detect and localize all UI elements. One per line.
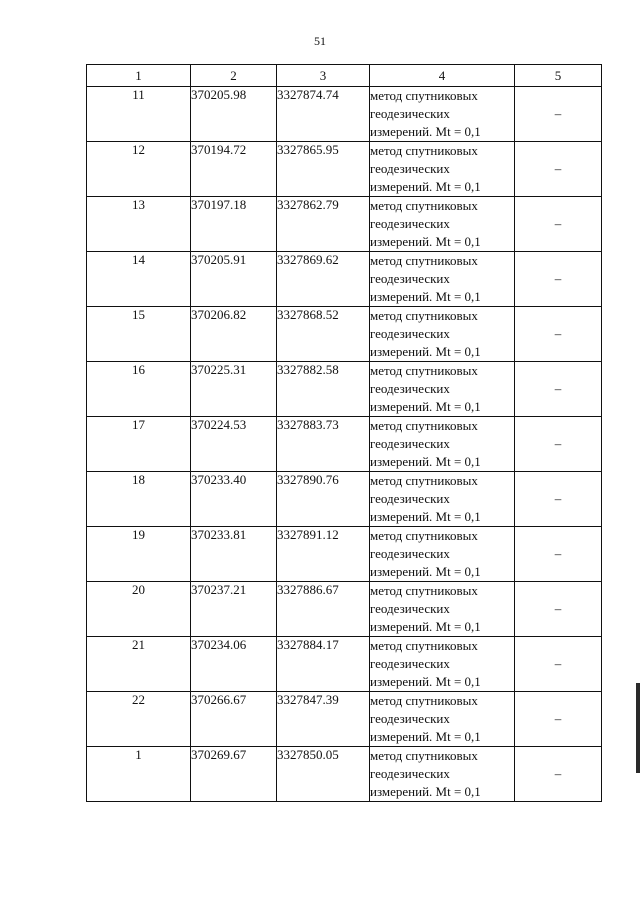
x-coordinate-cell: 370206.82 [191, 307, 277, 362]
table-row [87, 692, 602, 747]
method-line: геодезических [370, 766, 450, 781]
y-coordinate-cell: 3327890.76 [277, 472, 370, 527]
note-cell: – [515, 527, 602, 582]
method-line: измерений. Mt = 0,1 [370, 399, 481, 414]
table-row [87, 252, 602, 307]
point-number-cell: 22 [87, 692, 191, 747]
method-line: измерений. Mt = 0,1 [370, 289, 481, 304]
method-line: измерений. Mt = 0,1 [370, 179, 481, 194]
x-coordinate-cell: 370266.67 [191, 692, 277, 747]
method-cell [370, 87, 515, 142]
method-cell [370, 582, 515, 637]
note-cell: – [515, 747, 602, 802]
method-cell [370, 527, 515, 582]
method-line: измерений. Mt = 0,1 [370, 564, 481, 579]
y-coordinate-cell: 3327883.73 [277, 417, 370, 472]
x-coordinate-cell: 370224.53 [191, 417, 277, 472]
point-number-cell: 13 [87, 197, 191, 252]
point-number-cell: 11 [87, 87, 191, 142]
method-cell [370, 472, 515, 527]
y-coordinate-cell: 3327850.05 [277, 747, 370, 802]
method-cell [370, 417, 515, 472]
x-coordinate-cell: 370194.72 [191, 142, 277, 197]
x-coordinate-cell: 370233.40 [191, 472, 277, 527]
note-cell: – [515, 87, 602, 142]
y-coordinate-cell: 3327886.67 [277, 582, 370, 637]
point-number-cell: 12 [87, 142, 191, 197]
point-number-cell: 1 [87, 747, 191, 802]
method-line: измерений. Mt = 0,1 [370, 674, 481, 689]
table-row [87, 417, 602, 472]
method-line: измерений. Mt = 0,1 [370, 454, 481, 469]
table-row [87, 87, 602, 142]
method-cell [370, 252, 515, 307]
header-col-1: 1 [87, 65, 191, 87]
x-coordinate-cell: 370205.98 [191, 87, 277, 142]
method-line: геодезических [370, 656, 450, 671]
y-coordinate-cell: 3327874.74 [277, 87, 370, 142]
method-line: геодезических [370, 381, 450, 396]
point-number-cell: 17 [87, 417, 191, 472]
method-cell [370, 362, 515, 417]
method-line: метод спутниковых [370, 253, 478, 268]
table-row [87, 527, 602, 582]
x-coordinate-cell: 370225.31 [191, 362, 277, 417]
method-line: геодезических [370, 436, 450, 451]
point-number-cell: 20 [87, 582, 191, 637]
y-coordinate-cell: 3327869.62 [277, 252, 370, 307]
x-coordinate-cell: 370233.81 [191, 527, 277, 582]
method-line: геодезических [370, 161, 450, 176]
table-row [87, 142, 602, 197]
method-cell [370, 307, 515, 362]
x-coordinate-cell: 370237.21 [191, 582, 277, 637]
method-cell [370, 692, 515, 747]
y-coordinate-cell: 3327884.17 [277, 637, 370, 692]
x-coordinate-cell: 370234.06 [191, 637, 277, 692]
point-number-cell: 15 [87, 307, 191, 362]
x-coordinate-cell: 370197.18 [191, 197, 277, 252]
method-line: метод спутниковых [370, 473, 478, 488]
note-cell: – [515, 637, 602, 692]
point-number-cell: 16 [87, 362, 191, 417]
point-number-cell: 19 [87, 527, 191, 582]
method-cell [370, 142, 515, 197]
note-cell: – [515, 252, 602, 307]
header-row [87, 65, 602, 87]
point-number-cell: 18 [87, 472, 191, 527]
method-line: измерений. Mt = 0,1 [370, 619, 481, 634]
method-cell [370, 637, 515, 692]
method-line: измерений. Mt = 0,1 [370, 234, 481, 249]
table-row [87, 362, 602, 417]
y-coordinate-cell: 3327891.12 [277, 527, 370, 582]
table-row [87, 307, 602, 362]
method-line: измерений. Mt = 0,1 [370, 509, 481, 524]
header-col-5: 5 [515, 65, 602, 87]
header-col-3: 3 [277, 65, 370, 87]
table-row [87, 197, 602, 252]
x-coordinate-cell: 370205.91 [191, 252, 277, 307]
method-line: геодезических [370, 601, 450, 616]
method-line: измерений. Mt = 0,1 [370, 729, 481, 744]
method-line: метод спутниковых [370, 583, 478, 598]
table-row [87, 747, 602, 802]
note-cell: – [515, 142, 602, 197]
table-row [87, 637, 602, 692]
header-col-2: 2 [191, 65, 277, 87]
note-cell: – [515, 472, 602, 527]
coordinates-table [86, 64, 602, 802]
method-line: метод спутниковых [370, 88, 478, 103]
method-line: метод спутниковых [370, 693, 478, 708]
table-row [87, 582, 602, 637]
method-line: метод спутниковых [370, 638, 478, 653]
point-number-cell: 21 [87, 637, 191, 692]
method-line: метод спутниковых [370, 418, 478, 433]
method-cell [370, 197, 515, 252]
method-line: геодезических [370, 491, 450, 506]
method-line: геодезических [370, 326, 450, 341]
method-line: измерений. Mt = 0,1 [370, 124, 481, 139]
header-col-4: 4 [370, 65, 515, 87]
note-cell: – [515, 362, 602, 417]
method-line: геодезических [370, 711, 450, 726]
point-number-cell: 14 [87, 252, 191, 307]
method-line: геодезических [370, 216, 450, 231]
method-line: геодезических [370, 546, 450, 561]
method-line: метод спутниковых [370, 198, 478, 213]
scan-edge-mark [636, 683, 640, 773]
method-line: геодезических [370, 271, 450, 286]
x-coordinate-cell: 370269.67 [191, 747, 277, 802]
method-line: метод спутниковых [370, 308, 478, 323]
table-row [87, 472, 602, 527]
y-coordinate-cell: 3327862.79 [277, 197, 370, 252]
note-cell: – [515, 692, 602, 747]
method-line: метод спутниковых [370, 528, 478, 543]
method-line: метод спутниковых [370, 363, 478, 378]
method-line: метод спутниковых [370, 748, 478, 763]
page-number: 51 [314, 34, 326, 48]
note-cell: – [515, 417, 602, 472]
table-header [87, 65, 602, 87]
method-line: измерений. Mt = 0,1 [370, 784, 481, 799]
note-cell: – [515, 582, 602, 637]
note-cell: – [515, 197, 602, 252]
table-body [87, 87, 602, 802]
note-cell: – [515, 307, 602, 362]
y-coordinate-cell: 3327868.52 [277, 307, 370, 362]
method-cell [370, 747, 515, 802]
method-line: измерений. Mt = 0,1 [370, 344, 481, 359]
y-coordinate-cell: 3327847.39 [277, 692, 370, 747]
method-line: метод спутниковых [370, 143, 478, 158]
y-coordinate-cell: 3327865.95 [277, 142, 370, 197]
method-line: геодезических [370, 106, 450, 121]
y-coordinate-cell: 3327882.58 [277, 362, 370, 417]
